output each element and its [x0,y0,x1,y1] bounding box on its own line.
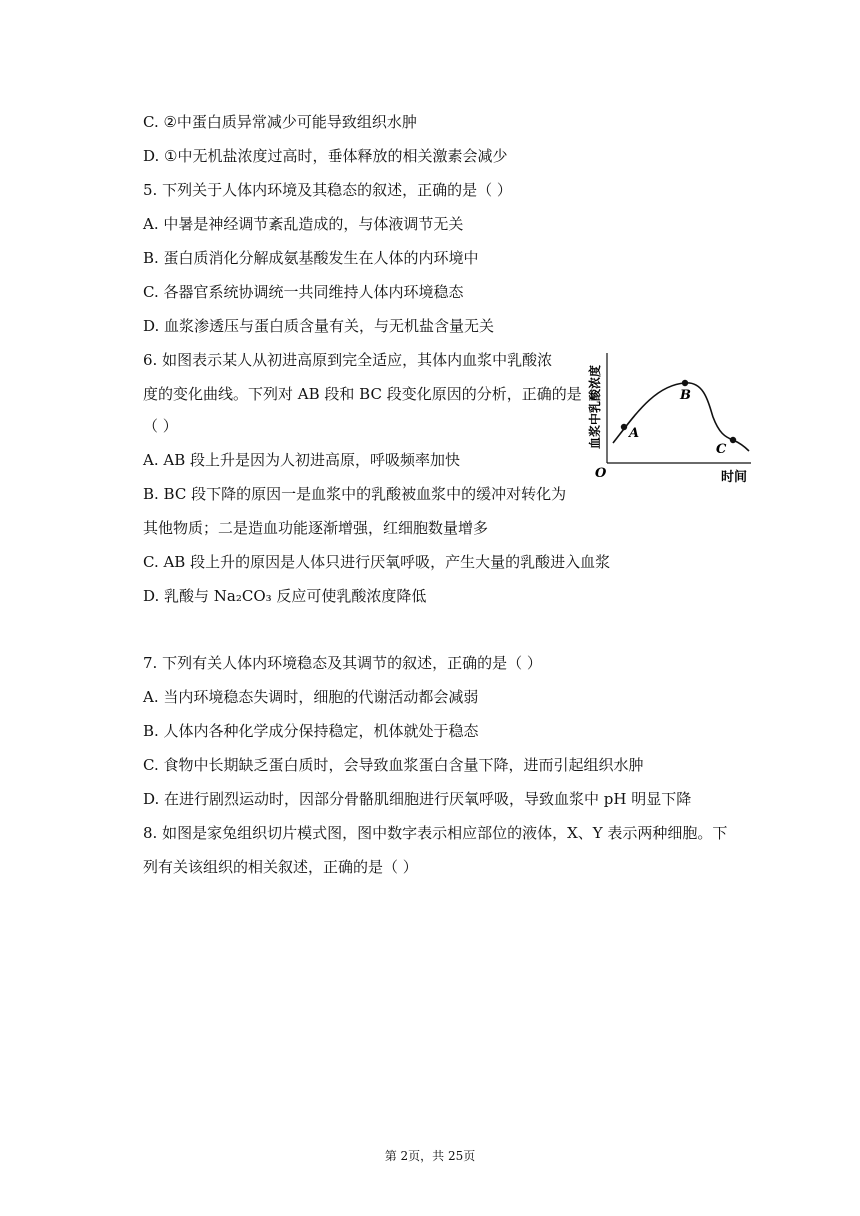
question-6-stem-line-1: 6. 如图表示某人从初进高原到完全适应，其体内血浆中乳酸浓 [143,351,553,369]
point-c-label: C [716,442,727,457]
point-c-marker [730,437,736,443]
question-6-stem-line-3: （ ） [143,417,178,435]
page-footer: 第 2页，共 25页 [384,1149,476,1163]
question-5-option-c: C. 各器官系统协调统一共同维持人体内环境稳态 [143,283,464,301]
text-line-1: C. ②中蛋白质异常减少可能导致组织水肿 [143,113,417,131]
question-6-option-c: C. AB 段上升的原因是人体只进行厌氧呼吸，产生大量的乳酸进入血浆 [143,553,611,571]
question-7-option-c: C. 食物中长期缺乏蛋白质时，会导致血浆蛋白含量下降，进而引起组织水肿 [143,756,644,774]
question-6-option-b-line-2: 其他物质；二是造血功能逐渐增强，红细胞数量增多 [143,519,489,537]
origin-label: O [595,466,607,481]
question-7-option-b: B. 人体内各种化学成分保持稳定，机体就处于稳态 [143,722,479,740]
question-5-stem: 5. 下列关于人体内环境及其稳态的叙述，正确的是（ ） [143,181,512,199]
point-b-label: B [680,388,691,403]
question-5-option-b: B. 蛋白质消化分解成氨基酸发生在人体的内环境中 [143,249,479,267]
y-axis-label: 血浆中乳酸浓度 [588,364,602,449]
point-b-marker [682,380,688,386]
question-5-option-a: A. 中暑是神经调节紊乱造成的，与体液调节无关 [143,215,464,233]
question-6-stem-line-2: 度的变化曲线。下列对 AB 段和 BC 段变化原因的分析，正确的是 [143,385,582,403]
question-8-stem-line-2: 列有关该组织的相关叙述，正确的是（ ） [143,858,418,876]
question-6-option-a: A. AB 段上升是因为人初进高原，呼吸频率加快 [143,451,460,469]
point-a-label: A [629,426,640,441]
question-6-option-b-line-1: B. BC 段下降的原因一是血浆中的乳酸被血浆中的缓冲对转化为 [143,485,567,503]
lactate-curve-figure [585,345,755,485]
text-line-2: D. ①中无机盐浓度过高时，垂体释放的相关激素会减少 [143,147,508,165]
question-8-stem-line-1: 8. 如图是家兔组织切片模式图，图中数字表示相应部位的液体，X、Y 表示两种细胞。下 [143,824,728,842]
question-7-option-a: A. 当内环境稳态失调时，细胞的代谢活动都会减弱 [143,688,479,706]
question-7-stem: 7. 下列有关人体内环境稳态及其调节的叙述，正确的是（ ） [143,654,542,672]
question-6-option-d: D. 乳酸与 Na₂CO₃ 反应可使乳酸浓度降低 [143,587,427,605]
x-axis-label: 时间 [721,470,748,485]
question-5-option-d: D. 血浆渗透压与蛋白质含量有关，与无机盐含量无关 [143,317,495,335]
question-7-option-d: D. 在进行剧烈运动时，因部分骨骼肌细胞进行厌氧呼吸，导致血浆中 pH 明显下降 [143,790,692,808]
point-a-marker [621,424,627,430]
